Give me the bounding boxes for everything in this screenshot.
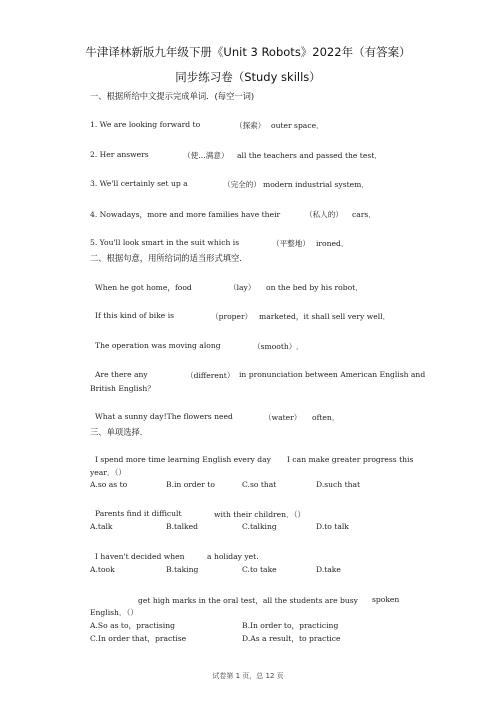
s3-q2-option-d: D.to talk [316,522,349,531]
s2-q5-hint: （water） [264,413,302,422]
s3-q4-cont: English．（） [90,608,138,617]
s3-q4-option-c: C.In order that，practise [90,634,187,643]
s1-q2-rest: all the teachers and passed the test． [237,151,382,160]
s3-q4-rest: spoken [372,595,400,604]
document-title: 牛津译林新版九年级下册《Unit 3 Robots》2022年（有答案） [85,45,411,59]
s2-q3-rest: ． [296,342,304,351]
section-2-heading: 二、根据句意，用所给词的适当形式填空． [90,253,248,263]
s2-q2-hint: （proper） [211,312,253,321]
s2-q2-text: If this kind of bike is [95,311,175,320]
s1-q4-text: 4. Nowadays，more and more families have their [90,210,281,219]
s2-q4-text: Are there any [95,370,148,379]
s3-q3-option-c: C.to take [242,565,277,574]
s3-q3-text: I haven't decided when [95,552,185,561]
s3-q4-option-a: A.So as to，practising [90,621,175,630]
s3-q1-option-d: D.such that [316,480,361,489]
s1-q4-rest: cars． [352,210,376,219]
s1-q1-hint: （探索） [235,121,266,130]
s1-q3-hint: （完全的） [223,180,261,189]
s3-q2-rest: with their children．（） [214,510,306,519]
s1-q4-hint: （私人的） [305,210,343,219]
s1-q2-text: 2. Her answers [90,150,149,159]
s3-q2-option-b: B.talked [166,522,198,531]
s1-q3-rest: modern industrial system． [263,180,369,189]
section-3-heading: 三、单项选择． [90,427,149,437]
s1-q5-hint: （平整地） [272,239,310,248]
s2-q1-hint: （lay） [229,283,256,292]
s3-q1-option-c: C.so that [242,480,277,489]
s3-q2-option-c: C.talking [242,522,277,531]
s2-q2-rest: marketed，it shall sell very well． [259,312,391,321]
s1-q1-rest: outer space． [271,121,324,130]
s3-q1-cont: year．（） [90,468,126,477]
s3-q2-option-a: A.talk [90,522,113,531]
s2-q4-hint: （different） [186,371,235,380]
s1-q2-hint: （使…满意） [183,151,229,160]
s1-q5-rest: ironed． [316,239,349,248]
s3-q1-option-b: B.in order to [166,480,215,489]
s3-q4-option-b: B.In order to，practicing [242,621,339,630]
section-1-heading: 一、根据所给中文提示完成单词．(每空一词) [90,91,255,101]
s2-q3-text: The operation was moving along [95,341,221,350]
s3-q3-option-d: D.take [316,565,341,574]
s3-q1-option-a: A.so as to [90,480,128,489]
s2-q5-text: What a sunny day!The flowers need [95,412,233,421]
s2-q1-rest: on the bed by his robot． [266,283,363,292]
s3-q1-rest: I can make greater progress this [287,455,414,464]
s2-q1-text: When he got home，food [95,283,192,292]
s3-q3-option-b: B.taking [166,565,199,574]
s3-q2-text: Parents find it difficult [95,509,182,518]
s3-q3-option-a: A.took [90,565,115,574]
s3-q4-text: get high marks in the oral test，all the students are busy [138,596,358,605]
s2-q3-hint: （smooth） [253,342,297,351]
s3-q3-rest: a holiday yet. [207,552,259,561]
s2-q4-cont: British English？ [90,384,155,393]
s1-q1-text: 1. We are looking forward to [90,120,201,129]
s1-q5-text: 5. You'll look smart in the suit which is [90,238,240,247]
s3-q1-text: I spend more time learning English every day [95,455,271,464]
s2-q4-rest: in pronunciation between American English and [239,370,426,379]
document-subtitle: 同步练习卷（Study skills） [175,70,321,84]
s3-q4-option-d: D.As a result，to practice [242,634,341,643]
s2-q5-rest: often． [312,413,340,422]
page-footer: 试卷第 1 页，总 12 页 [212,672,284,680]
s1-q3-text: 3. We'll certainly set up a [90,179,188,188]
